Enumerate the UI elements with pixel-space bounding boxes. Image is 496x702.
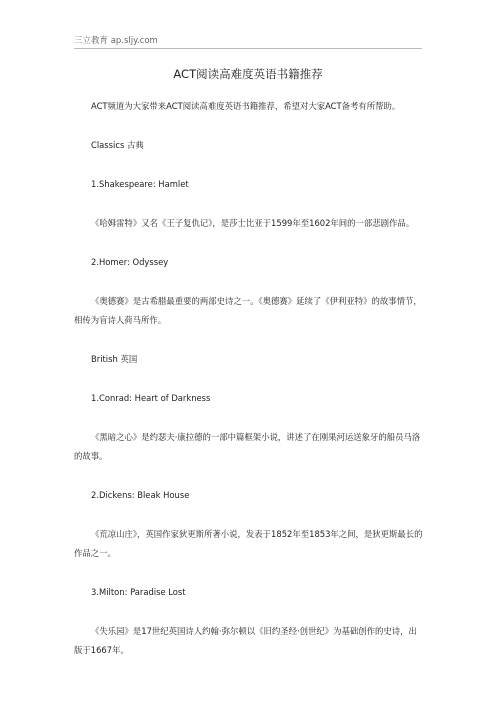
book-title-odyssey: 2.Homer: Odyssey	[91, 257, 169, 267]
book-title-paradise-lost: 3.Milton: Paradise Lost	[91, 587, 186, 597]
book-desc-heart-of-darkness: 《黑暗之心》是约瑟夫·康拉德的一部中篇框架小说，讲述了在刚果河运送象牙的船员马洛的故事。	[74, 432, 421, 461]
section-heading-classics: Classics 古典	[91, 140, 144, 150]
book-desc-hamlet: 《哈姆雷特》又名《王子复仇记》，是莎士比亚于1599年至1602年间的一部悲剧作品。	[91, 218, 415, 228]
book-title-heart-of-darkness: 1.Conrad: Heart of Darkness	[91, 393, 211, 403]
book-desc-bleak-house: 《荒凉山庄》，英国作家狄更斯所著小说，发表于1852年至1853年之间，是狄更斯最长的作品之一。	[74, 529, 423, 558]
book-title-bleak-house: 2.Dickens: Bleak House	[91, 490, 190, 500]
book-desc-paradise-lost: 《失乐园》是17世纪英国诗人约翰·弥尔顿以《旧约圣经·创世纪》为基础创作的史诗，出版于1667年。	[74, 626, 417, 655]
section-heading-british: British 英国	[91, 354, 138, 364]
book-title-hamlet: 1.Shakespeare: Hamlet	[91, 179, 189, 189]
header-divider	[74, 48, 422, 49]
document-title: ACT阅读高难度英语书籍推荐	[173, 67, 323, 81]
book-desc-odyssey: 《奥德赛》是古希腊最重要的两部史诗之一。《奥德赛》延续了《伊利亚特》的故事情节，相传为盲诗人荷马所作。	[74, 296, 422, 325]
intro-paragraph: ACT频道为大家带来ACT阅读高难度英语书籍推荐，希望对大家ACT备考有所帮助。	[91, 101, 401, 111]
document-body	[74, 97, 424, 660]
site-header: 三立教育 ap.sljy.com	[74, 36, 158, 46]
